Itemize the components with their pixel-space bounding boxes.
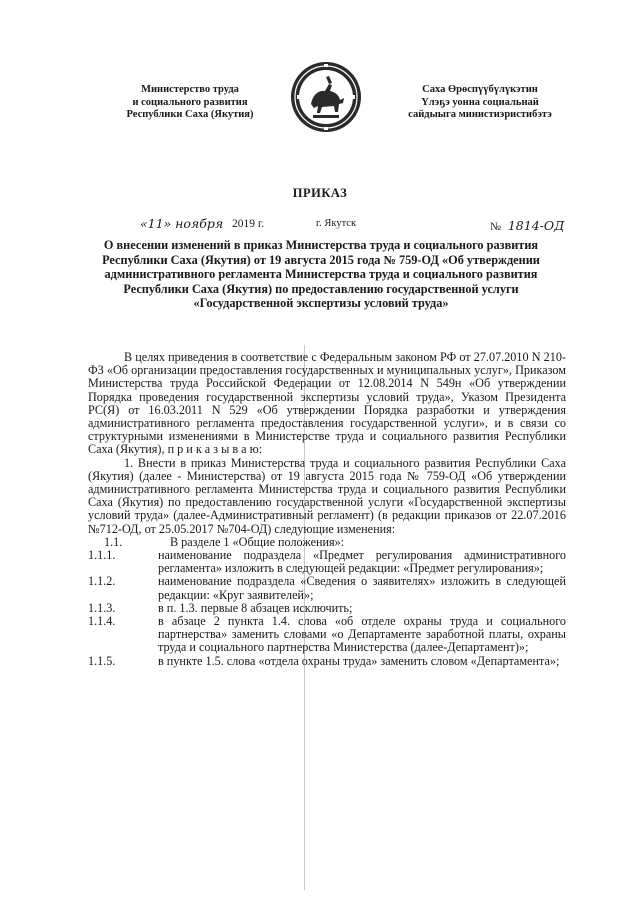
item-number: 1.1.2. bbox=[88, 574, 116, 589]
item-text: наименование подраздела «Предмет регулирования административного регламента» изложить в следующей редакции: «Предмет регулирования»; bbox=[158, 548, 566, 576]
ministry-name-line: и социального развития bbox=[132, 96, 248, 108]
list-item bbox=[88, 549, 566, 575]
item-number: 1.1.5. bbox=[88, 653, 116, 668]
clause-1-paragraph: 1. Внести в приказ Министерства труда и социального развития Республики Саха (Якутия) (далее - Министерства) от 19 августа 2015 года № 759-ОД «Об утверждении административного регламента Министерства труда и социального развития Республики Саха (Якутия) по предоставлению государственной услуги «Государственной экспертизы условий труда» (далее-Административный регламент) (в редакции приказов от 22.07.2016 №712-ОД, от 25.05.2017 №704-ОД) следующие изменения: bbox=[88, 455, 566, 536]
item-text: наименование подраздела «Сведения о заявителях» изложить в следующей редакции: «Круг заявителей»; bbox=[158, 574, 566, 602]
ministry-name-ru bbox=[95, 84, 285, 122]
handwritten-number: 1814-ОД bbox=[507, 218, 565, 233]
ministry-name-line: сайдыыга министиэристибэтэ bbox=[408, 109, 552, 120]
preamble-paragraph: В целях приведения в соответствие с Федеральным законом РФ от 27.07.2010 N 210-ФЗ «Об организации предоставления государственных и муниципальных услуг», Приказом Министерства труда Российской Федерации от 12.08.2014 N 549н «Об утверждении Порядка проведения государственной экспертизы условий труда», Указом Президента РС(Я) от 16.03.2011 N 529 «Об утверждении Порядка разработки и утверждения административного регламента предоставления государственной услуги», и в связи со структурными изменениями в Министерстве труда и социального развития Республики Саха (Якутия), п р и к а з ы в а ю: bbox=[88, 350, 566, 457]
coat-of-arms-icon bbox=[289, 60, 363, 134]
date-number-row bbox=[0, 216, 640, 234]
order-body bbox=[88, 351, 566, 668]
order-number bbox=[490, 218, 564, 233]
ministry-name-line: Министерство труда bbox=[141, 84, 239, 95]
item-number: 1.1.4. bbox=[88, 614, 116, 629]
number-prefix: № bbox=[490, 221, 501, 233]
list-item bbox=[88, 615, 566, 655]
date-year: 2019 г. bbox=[232, 218, 265, 230]
item-text: в абзаце 2 пункта 1.4. слова «об отделе охраны труда и социального партнерства» заменить словами «о Департаменте заработной платы, охраны труда и социального партнерства Министерства (далее-Департамент)»; bbox=[158, 614, 566, 655]
list-item bbox=[88, 655, 566, 668]
item-number: 1.1. bbox=[104, 534, 123, 549]
ministry-name-sakha bbox=[370, 84, 590, 122]
item-text: В разделе 1 «Общие положения»: bbox=[170, 534, 345, 549]
ministry-name-line: Саха Өрөспүүбүлүкэтин bbox=[422, 84, 538, 95]
item-text: в пункте 1.5. слова «отдела охраны труда» заменить словом «Департамента»; bbox=[158, 653, 560, 668]
document-title: ПРИКАЗ bbox=[292, 186, 348, 200]
handwritten-date: «11» ноября bbox=[140, 216, 224, 231]
ministry-name-line: Үлэҕэ уонна социальнай bbox=[421, 96, 539, 108]
order-heading: О внесении изменений в приказ Министерства труда и социального развития Республики Саха (Якутия) от 19 августа 2015 года № 759-ОД «Об утверждении административного регламента Министерства труда и социального развития Республики Саха (Якутия) по предоставлению государственной услуги «Государственной экспертизы условий труда» bbox=[102, 238, 540, 311]
item-text: в п. 1.3. первые 8 абзацев исключить; bbox=[158, 600, 353, 615]
list-item bbox=[88, 575, 566, 601]
ministry-name-line: Республики Саха (Якутия) bbox=[126, 109, 254, 120]
city-label: г. Якутск bbox=[316, 218, 357, 229]
item-number: 1.1.1. bbox=[88, 548, 116, 563]
item-number: 1.1.3. bbox=[88, 600, 116, 615]
